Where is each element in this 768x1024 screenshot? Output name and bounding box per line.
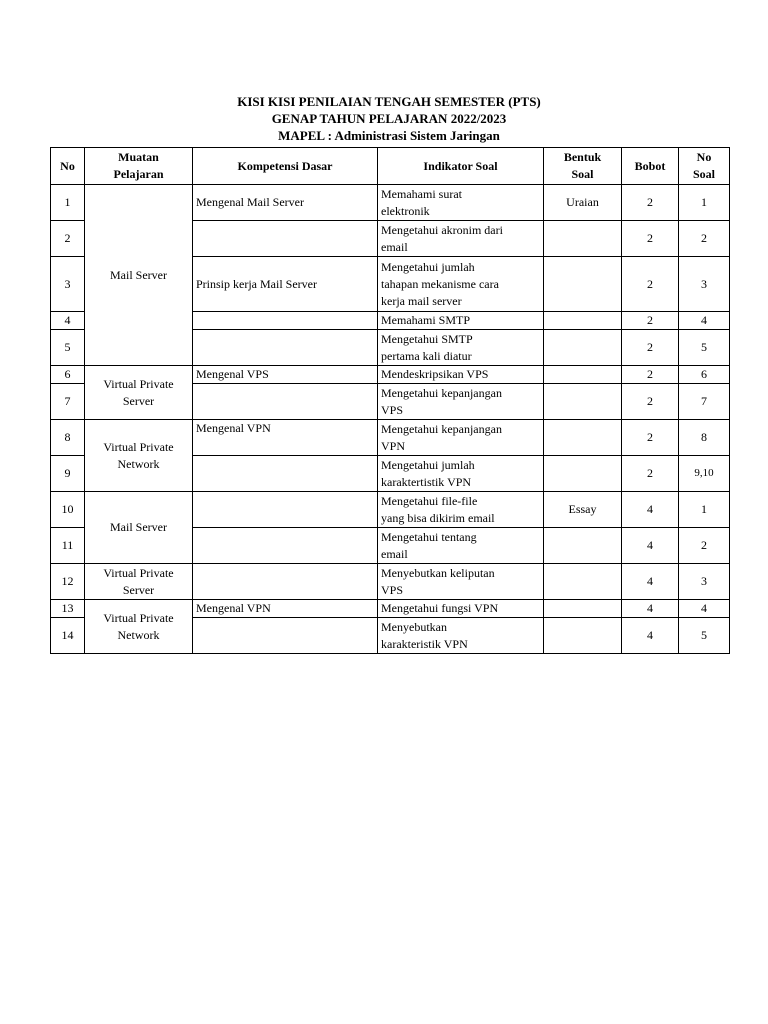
indikator-cell: Memahami SMTP <box>378 312 544 330</box>
row-no: 14 <box>51 618 85 654</box>
col-header-no: No <box>51 148 85 185</box>
bobot-cell: 2 <box>622 366 679 384</box>
row-no: 4 <box>51 312 85 330</box>
kompetensi-cell <box>193 456 378 492</box>
bobot-cell: 2 <box>622 456 679 492</box>
kisi-kisi-table <box>50 147 730 654</box>
muatan-cell: Mail Server <box>85 492 193 564</box>
col-header-kompetensi: Kompetensi Dasar <box>193 148 378 185</box>
table-row <box>51 600 730 618</box>
indikator-cell: Menyebutkan keliputan VPS <box>378 564 544 600</box>
indikator-cell: Mengetahui tentang email <box>378 528 544 564</box>
bentuk-cell <box>544 257 622 312</box>
kompetensi-cell: Mengenal VPS <box>193 366 378 384</box>
kompetensi-cell <box>193 384 378 420</box>
indikator-cell: Menyebutkan karakteristik VPN <box>378 618 544 654</box>
kompetensi-cell: Mengenal Mail Server <box>193 185 378 221</box>
kompetensi-cell: Mengenal VPN <box>193 600 378 618</box>
row-no: 9 <box>51 456 85 492</box>
col-header-muatan: Muatan Pelajaran <box>85 148 193 185</box>
indikator-cell: Mengetahui SMTP pertama kali diatur <box>378 330 544 366</box>
muatan-cell: Virtual Private Network <box>85 600 193 654</box>
bentuk-cell <box>544 456 622 492</box>
muatan-cell: Virtual Private Server <box>85 366 193 420</box>
doc-title-line-3: MAPEL : Administrasi Sistem Jaringan <box>278 128 500 143</box>
indikator-cell: Memahami surat elektronik <box>378 185 544 221</box>
no-soal-cell: 4 <box>679 312 730 330</box>
doc-title-line-1: KISI KISI PENILAIAN TENGAH SEMESTER (PTS) <box>237 94 541 109</box>
no-soal-cell: 4 <box>679 600 730 618</box>
bentuk-cell <box>544 330 622 366</box>
no-soal-cell: 7 <box>679 384 730 420</box>
table-row <box>51 366 730 384</box>
bentuk-cell <box>544 528 622 564</box>
row-no: 3 <box>51 257 85 312</box>
no-soal-cell: 2 <box>679 528 730 564</box>
muatan-cell: Virtual Private Server <box>85 564 193 600</box>
row-no: 6 <box>51 366 85 384</box>
row-no: 10 <box>51 492 85 528</box>
no-soal-cell: 5 <box>679 330 730 366</box>
row-no: 7 <box>51 384 85 420</box>
kompetensi-cell <box>193 618 378 654</box>
bobot-cell: 4 <box>622 492 679 528</box>
indikator-cell: Mengetahui kepanjangan VPN <box>378 420 544 456</box>
bentuk-cell <box>544 420 622 456</box>
indikator-cell: Mengetahui kepanjangan VPS <box>378 384 544 420</box>
indikator-cell: Mengetahui akronim dari email <box>378 221 544 257</box>
row-no: 12 <box>51 564 85 600</box>
col-header-indikator: Indikator Soal <box>378 148 544 185</box>
bobot-cell: 4 <box>622 618 679 654</box>
no-soal-cell: 8 <box>679 420 730 456</box>
indikator-cell: Mengetahui jumlah karaktertistik VPN <box>378 456 544 492</box>
no-soal-cell: 1 <box>679 492 730 528</box>
row-no: 2 <box>51 221 85 257</box>
row-no: 8 <box>51 420 85 456</box>
col-header-no-soal: No Soal <box>679 148 730 185</box>
indikator-cell: Mengetahui fungsi VPN <box>378 600 544 618</box>
bentuk-cell: Essay <box>544 492 622 528</box>
no-soal-cell: 2 <box>679 221 730 257</box>
kompetensi-cell <box>193 528 378 564</box>
bobot-cell: 2 <box>622 384 679 420</box>
kompetensi-cell <box>193 564 378 600</box>
kompetensi-cell: Mengenal VPN <box>193 420 378 456</box>
table-row <box>51 564 730 600</box>
col-header-bobot: Bobot <box>622 148 679 185</box>
table-row <box>51 185 730 221</box>
table-row <box>51 492 730 528</box>
row-no: 13 <box>51 600 85 618</box>
kompetensi-cell: Prinsip kerja Mail Server <box>193 257 378 312</box>
bobot-cell: 2 <box>622 257 679 312</box>
kompetensi-cell <box>193 221 378 257</box>
no-soal-cell: 9,10 <box>679 456 730 492</box>
bobot-cell: 2 <box>622 221 679 257</box>
bentuk-cell <box>544 312 622 330</box>
kompetensi-cell <box>193 312 378 330</box>
row-no: 5 <box>51 330 85 366</box>
bentuk-cell <box>544 366 622 384</box>
bobot-cell: 2 <box>622 185 679 221</box>
no-soal-cell: 5 <box>679 618 730 654</box>
bobot-cell: 4 <box>622 528 679 564</box>
indikator-cell: Mendeskripsikan VPS <box>378 366 544 384</box>
bentuk-cell <box>544 384 622 420</box>
indikator-cell: Mengetahui jumlah tahapan mekanisme cara kerja mail server <box>378 257 544 312</box>
table-header-row <box>51 148 730 185</box>
bentuk-cell <box>544 221 622 257</box>
bentuk-cell <box>544 618 622 654</box>
kompetensi-cell <box>193 492 378 528</box>
doc-title-line-2: GENAP TAHUN PELAJARAN 2022/2023 <box>271 111 507 126</box>
no-soal-cell: 6 <box>679 366 730 384</box>
bobot-cell: 2 <box>622 420 679 456</box>
table-row <box>51 420 730 456</box>
muatan-cell: Mail Server <box>85 185 193 366</box>
no-soal-cell: 1 <box>679 185 730 221</box>
no-soal-cell: 3 <box>679 257 730 312</box>
muatan-cell: Virtual Private Network <box>85 420 193 492</box>
bobot-cell: 2 <box>622 312 679 330</box>
row-no: 1 <box>51 185 85 221</box>
indikator-cell: Mengetahui file-file yang bisa dikirim email <box>378 492 544 528</box>
bobot-cell: 4 <box>622 600 679 618</box>
bobot-cell: 2 <box>622 330 679 366</box>
bentuk-cell: Uraian <box>544 185 622 221</box>
col-header-bentuk: Bentuk Soal <box>544 148 622 185</box>
kompetensi-cell <box>193 330 378 366</box>
row-no: 11 <box>51 528 85 564</box>
bobot-cell: 4 <box>622 564 679 600</box>
bentuk-cell <box>544 564 622 600</box>
bentuk-cell <box>544 600 622 618</box>
no-soal-cell: 3 <box>679 564 730 600</box>
